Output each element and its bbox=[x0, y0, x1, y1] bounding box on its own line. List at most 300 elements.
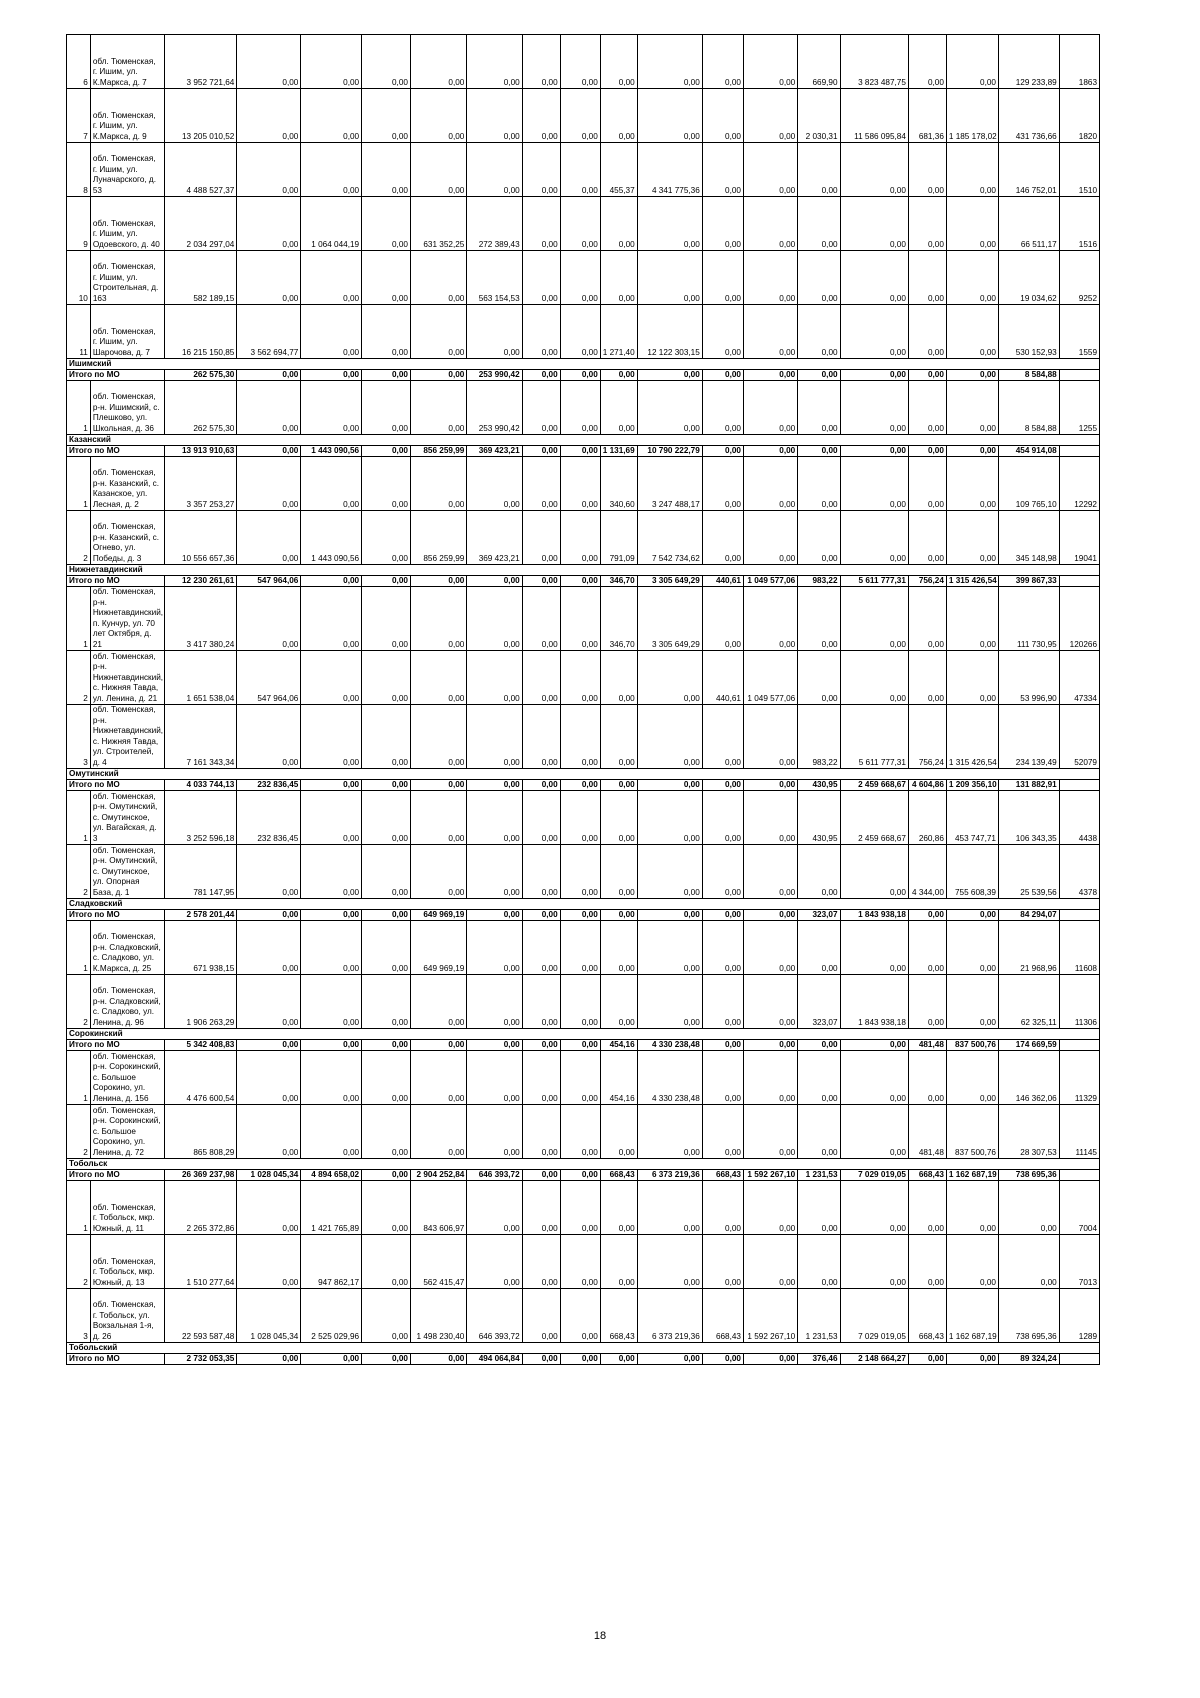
value-cell: 983,22 bbox=[798, 705, 840, 769]
value-cell: 0,00 bbox=[702, 705, 743, 769]
value-cell: 455,37 bbox=[600, 143, 637, 197]
value-cell: 21 968,96 bbox=[998, 921, 1059, 975]
value-cell: 62 325,11 bbox=[998, 975, 1059, 1029]
code-cell: 11145 bbox=[1059, 1105, 1099, 1159]
value-cell: 646 393,72 bbox=[467, 1289, 522, 1343]
total-label: Итого по МО bbox=[67, 1040, 165, 1051]
value-cell: 0,00 bbox=[522, 35, 560, 89]
value-cell: 1 231,53 bbox=[798, 1170, 840, 1181]
value-cell: 0,00 bbox=[743, 370, 797, 381]
code-cell: 1820 bbox=[1059, 89, 1099, 143]
value-cell: 0,00 bbox=[301, 143, 362, 197]
value-cell: 0,00 bbox=[600, 705, 637, 769]
value-cell: 0,00 bbox=[362, 1235, 411, 1289]
value-cell: 0,00 bbox=[840, 587, 908, 651]
value-cell: 0,00 bbox=[301, 845, 362, 899]
region-name: Тобольский bbox=[67, 1343, 1100, 1354]
value-cell: 0,00 bbox=[522, 511, 560, 565]
value-cell: 0,00 bbox=[560, 143, 600, 197]
value-cell: 0,00 bbox=[362, 35, 411, 89]
row-number: 7 bbox=[67, 89, 91, 143]
value-cell: 0,00 bbox=[237, 910, 301, 921]
value-cell: 6 373 219,36 bbox=[637, 1289, 702, 1343]
value-cell: 0,00 bbox=[743, 35, 797, 89]
value-cell: 0,00 bbox=[301, 587, 362, 651]
value-cell: 323,07 bbox=[798, 975, 840, 1029]
value-cell: 668,43 bbox=[908, 1170, 946, 1181]
value-cell: 0,00 bbox=[743, 1105, 797, 1159]
region-header-row bbox=[67, 1159, 1100, 1170]
value-cell: 6 373 219,36 bbox=[637, 1170, 702, 1181]
value-cell: 0,00 bbox=[908, 651, 946, 705]
value-cell: 0,00 bbox=[410, 305, 466, 359]
value-cell: 106 343,35 bbox=[998, 791, 1059, 845]
value-cell: 0,00 bbox=[467, 305, 522, 359]
value-cell: 7 029 019,05 bbox=[840, 1170, 908, 1181]
value-cell: 0,00 bbox=[702, 446, 743, 457]
value-cell: 0,00 bbox=[600, 791, 637, 845]
value-cell: 0,00 bbox=[840, 1040, 908, 1051]
value-cell: 0,00 bbox=[522, 1235, 560, 1289]
value-cell: 346,70 bbox=[600, 576, 637, 587]
value-cell: 649 969,19 bbox=[410, 910, 466, 921]
value-cell: 1 162 687,19 bbox=[946, 1289, 998, 1343]
value-cell: 0,00 bbox=[410, 845, 466, 899]
value-cell: 668,43 bbox=[702, 1289, 743, 1343]
value-cell: 0,00 bbox=[637, 791, 702, 845]
value-cell: 0,00 bbox=[840, 511, 908, 565]
total-row bbox=[67, 1170, 1100, 1181]
value-cell: 0,00 bbox=[301, 381, 362, 435]
value-cell: 0,00 bbox=[301, 370, 362, 381]
value-cell: 0,00 bbox=[301, 457, 362, 511]
table-row bbox=[67, 791, 1100, 845]
value-cell: 4 894 658,02 bbox=[301, 1170, 362, 1181]
value-cell: 0,00 bbox=[637, 1354, 702, 1365]
value-cell: 3 305 649,29 bbox=[637, 576, 702, 587]
value-cell: 0,00 bbox=[560, 845, 600, 899]
value-cell: 4 330 238,48 bbox=[637, 1051, 702, 1105]
value-cell: 0,00 bbox=[600, 1105, 637, 1159]
value-cell: 272 389,43 bbox=[467, 197, 522, 251]
value-cell: 0,00 bbox=[702, 975, 743, 1029]
code-cell bbox=[1059, 576, 1099, 587]
value-cell: 0,00 bbox=[522, 921, 560, 975]
value-cell: 681,36 bbox=[908, 89, 946, 143]
row-number: 2 bbox=[67, 845, 91, 899]
value-cell: 0,00 bbox=[362, 143, 411, 197]
address-cell: обл. Тюменская, р-н. Сладковский, с. Сладково, ул. Ленина, д. 96 bbox=[90, 975, 164, 1029]
row-number: 9 bbox=[67, 197, 91, 251]
value-cell: 0,00 bbox=[946, 305, 998, 359]
value-cell: 0,00 bbox=[467, 457, 522, 511]
table-row bbox=[67, 143, 1100, 197]
value-cell: 756,24 bbox=[908, 705, 946, 769]
value-cell: 646 393,72 bbox=[467, 1170, 522, 1181]
value-cell: 0,00 bbox=[522, 651, 560, 705]
value-cell: 0,00 bbox=[362, 910, 411, 921]
value-cell: 668,43 bbox=[702, 1170, 743, 1181]
value-cell: 0,00 bbox=[908, 1051, 946, 1105]
value-cell: 0,00 bbox=[702, 791, 743, 845]
value-cell: 0,00 bbox=[522, 89, 560, 143]
address-cell: обл. Тюменская, р-н. Нижнетавдинский, п. Кунчур, ул. 70 лет Октября, д. 21 bbox=[90, 587, 164, 651]
value-cell: 11 586 095,84 bbox=[840, 89, 908, 143]
value-cell: 53 996,90 bbox=[998, 651, 1059, 705]
value-cell: 1 592 267,10 bbox=[743, 1289, 797, 1343]
region-header-row bbox=[67, 1029, 1100, 1040]
value-cell: 0,00 bbox=[702, 1235, 743, 1289]
value-cell: 0,00 bbox=[362, 1105, 411, 1159]
value-cell: 0,00 bbox=[946, 370, 998, 381]
value-cell: 0,00 bbox=[522, 251, 560, 305]
value-cell: 0,00 bbox=[702, 457, 743, 511]
value-cell: 0,00 bbox=[237, 587, 301, 651]
value-cell: 3 305 649,29 bbox=[637, 587, 702, 651]
value-cell: 0,00 bbox=[998, 1181, 1059, 1235]
value-cell: 0,00 bbox=[600, 251, 637, 305]
value-cell: 1 651 538,04 bbox=[164, 651, 237, 705]
value-cell: 947 862,17 bbox=[301, 1235, 362, 1289]
row-number: 1 bbox=[67, 457, 91, 511]
value-cell: 0,00 bbox=[840, 143, 908, 197]
code-cell: 19041 bbox=[1059, 511, 1099, 565]
value-cell: 5 611 777,31 bbox=[840, 576, 908, 587]
address-cell: обл. Тюменская, р-н. Казанский, с. Огнево, ул. Победы, д. 3 bbox=[90, 511, 164, 565]
value-cell: 174 669,59 bbox=[998, 1040, 1059, 1051]
value-cell: 0,00 bbox=[798, 587, 840, 651]
value-cell: 0,00 bbox=[600, 1181, 637, 1235]
value-cell: 0,00 bbox=[560, 305, 600, 359]
value-cell: 3 952 721,64 bbox=[164, 35, 237, 89]
value-cell: 0,00 bbox=[237, 370, 301, 381]
value-cell: 0,00 bbox=[798, 1051, 840, 1105]
value-cell: 2 030,31 bbox=[798, 89, 840, 143]
value-cell: 0,00 bbox=[798, 370, 840, 381]
row-number: 10 bbox=[67, 251, 91, 305]
value-cell: 0,00 bbox=[743, 89, 797, 143]
value-cell: 13 913 910,63 bbox=[164, 446, 237, 457]
value-cell: 0,00 bbox=[560, 651, 600, 705]
value-cell: 0,00 bbox=[237, 921, 301, 975]
code-cell: 120266 bbox=[1059, 587, 1099, 651]
value-cell: 0,00 bbox=[522, 705, 560, 769]
row-number: 1 bbox=[67, 381, 91, 435]
value-cell: 0,00 bbox=[410, 370, 466, 381]
value-cell: 0,00 bbox=[560, 511, 600, 565]
value-cell: 0,00 bbox=[362, 1170, 411, 1181]
value-cell: 0,00 bbox=[560, 1354, 600, 1365]
value-cell: 0,00 bbox=[798, 511, 840, 565]
value-cell: 1 443 090,56 bbox=[301, 446, 362, 457]
code-cell: 1863 bbox=[1059, 35, 1099, 89]
value-cell: 0,00 bbox=[560, 1051, 600, 1105]
value-cell: 0,00 bbox=[362, 1051, 411, 1105]
value-cell: 0,00 bbox=[560, 1235, 600, 1289]
value-cell: 0,00 bbox=[237, 1354, 301, 1365]
value-cell: 2 578 201,44 bbox=[164, 910, 237, 921]
value-cell: 0,00 bbox=[702, 845, 743, 899]
value-cell: 0,00 bbox=[362, 780, 411, 791]
value-cell: 0,00 bbox=[301, 1051, 362, 1105]
value-cell: 0,00 bbox=[362, 197, 411, 251]
value-cell: 0,00 bbox=[743, 457, 797, 511]
value-cell: 453 747,71 bbox=[946, 791, 998, 845]
value-cell: 0,00 bbox=[362, 975, 411, 1029]
value-cell: 0,00 bbox=[522, 1289, 560, 1343]
value-cell: 0,00 bbox=[560, 576, 600, 587]
value-cell: 0,00 bbox=[637, 1181, 702, 1235]
value-cell: 0,00 bbox=[908, 197, 946, 251]
value-cell: 129 233,89 bbox=[998, 35, 1059, 89]
value-cell: 0,00 bbox=[522, 370, 560, 381]
table-row bbox=[67, 197, 1100, 251]
value-cell: 0,00 bbox=[467, 705, 522, 769]
address-cell: обл. Тюменская, г. Тобольск, мкр. Южный, д. 13 bbox=[90, 1235, 164, 1289]
region-name: Тобольск bbox=[67, 1159, 1100, 1170]
value-cell: 0,00 bbox=[467, 35, 522, 89]
value-cell: 0,00 bbox=[522, 446, 560, 457]
value-cell: 0,00 bbox=[522, 305, 560, 359]
value-cell: 0,00 bbox=[560, 1289, 600, 1343]
region-header-row bbox=[67, 899, 1100, 910]
value-cell: 0,00 bbox=[362, 651, 411, 705]
value-cell: 0,00 bbox=[600, 1235, 637, 1289]
value-cell: 0,00 bbox=[410, 587, 466, 651]
value-cell: 7 161 343,34 bbox=[164, 705, 237, 769]
value-cell: 340,60 bbox=[600, 457, 637, 511]
address-cell: обл. Тюменская, г. Ишим, ул. К.Маркса, д. 9 bbox=[90, 89, 164, 143]
value-cell: 1 185 178,02 bbox=[946, 89, 998, 143]
value-cell: 0,00 bbox=[743, 780, 797, 791]
value-cell: 0,00 bbox=[301, 791, 362, 845]
value-cell: 0,00 bbox=[560, 705, 600, 769]
value-cell: 0,00 bbox=[743, 1040, 797, 1051]
row-number: 2 bbox=[67, 975, 91, 1029]
value-cell: 0,00 bbox=[798, 651, 840, 705]
code-cell: 4378 bbox=[1059, 845, 1099, 899]
value-cell: 0,00 bbox=[467, 921, 522, 975]
value-cell: 0,00 bbox=[560, 921, 600, 975]
value-cell: 2 148 664,27 bbox=[840, 1354, 908, 1365]
value-cell: 1 131,69 bbox=[600, 446, 637, 457]
value-cell: 1 510 277,64 bbox=[164, 1235, 237, 1289]
value-cell: 0,00 bbox=[798, 197, 840, 251]
value-cell: 0,00 bbox=[600, 1354, 637, 1365]
code-cell: 1289 bbox=[1059, 1289, 1099, 1343]
value-cell: 0,00 bbox=[410, 780, 466, 791]
value-cell: 0,00 bbox=[702, 1181, 743, 1235]
value-cell: 1 049 577,06 bbox=[743, 576, 797, 587]
value-cell: 0,00 bbox=[743, 511, 797, 565]
value-cell: 22 593 587,48 bbox=[164, 1289, 237, 1343]
value-cell: 454,16 bbox=[600, 1040, 637, 1051]
code-cell: 11608 bbox=[1059, 921, 1099, 975]
value-cell: 323,07 bbox=[798, 910, 840, 921]
row-number: 1 bbox=[67, 1051, 91, 1105]
total-row bbox=[67, 910, 1100, 921]
value-cell: 0,00 bbox=[908, 975, 946, 1029]
region-name: Нижнетавдинский bbox=[67, 565, 1100, 576]
value-cell: 0,00 bbox=[410, 143, 466, 197]
value-cell: 0,00 bbox=[798, 1040, 840, 1051]
value-cell: 3 252 596,18 bbox=[164, 791, 237, 845]
value-cell: 0,00 bbox=[362, 576, 411, 587]
value-cell: 0,00 bbox=[467, 910, 522, 921]
value-cell: 649 969,19 bbox=[410, 921, 466, 975]
value-cell: 0,00 bbox=[362, 446, 411, 457]
code-cell: 11306 bbox=[1059, 975, 1099, 1029]
value-cell: 0,00 bbox=[798, 251, 840, 305]
value-cell: 0,00 bbox=[237, 1181, 301, 1235]
row-number: 2 bbox=[67, 651, 91, 705]
value-cell: 0,00 bbox=[522, 1354, 560, 1365]
value-cell: 0,00 bbox=[702, 197, 743, 251]
value-cell: 12 230 261,61 bbox=[164, 576, 237, 587]
value-cell: 0,00 bbox=[946, 197, 998, 251]
table-row bbox=[67, 1289, 1100, 1343]
value-cell: 0,00 bbox=[702, 780, 743, 791]
value-cell: 0,00 bbox=[237, 381, 301, 435]
value-cell: 0,00 bbox=[798, 1235, 840, 1289]
region-name: Казанский bbox=[67, 435, 1100, 446]
value-cell: 0,00 bbox=[600, 651, 637, 705]
value-cell: 0,00 bbox=[798, 845, 840, 899]
value-cell: 2 525 029,96 bbox=[301, 1289, 362, 1343]
value-cell: 1 843 938,18 bbox=[840, 910, 908, 921]
value-cell: 0,00 bbox=[362, 89, 411, 143]
address-cell: обл. Тюменская, г. Ишим, ул. Одоевского, д. 40 bbox=[90, 197, 164, 251]
value-cell: 1 421 765,89 bbox=[301, 1181, 362, 1235]
value-cell: 0,00 bbox=[702, 35, 743, 89]
value-cell: 0,00 bbox=[908, 457, 946, 511]
value-cell: 232 836,45 bbox=[237, 780, 301, 791]
value-cell: 0,00 bbox=[702, 143, 743, 197]
value-cell: 0,00 bbox=[522, 845, 560, 899]
table-row bbox=[67, 1105, 1100, 1159]
value-cell: 1 315 426,54 bbox=[946, 705, 998, 769]
address-cell: обл. Тюменская, р-н. Казанский, с. Казанское, ул. Лесная, д. 2 bbox=[90, 457, 164, 511]
value-cell: 0,00 bbox=[362, 381, 411, 435]
value-cell: 0,00 bbox=[702, 921, 743, 975]
value-cell: 454 914,08 bbox=[998, 446, 1059, 457]
value-cell: 0,00 bbox=[946, 1235, 998, 1289]
value-cell: 0,00 bbox=[301, 651, 362, 705]
value-cell: 0,00 bbox=[840, 305, 908, 359]
value-cell: 668,43 bbox=[600, 1170, 637, 1181]
value-cell: 0,00 bbox=[362, 1354, 411, 1365]
value-cell: 0,00 bbox=[743, 587, 797, 651]
value-cell: 1 443 090,56 bbox=[301, 511, 362, 565]
address-cell: обл. Тюменская, р-н. Сладковский, с. Сладково, ул. К.Маркса, д. 25 bbox=[90, 921, 164, 975]
value-cell: 1 592 267,10 bbox=[743, 1170, 797, 1181]
address-cell: обл. Тюменская, р-н. Нижнетавдинский, с. Нижняя Тавда, ул. Строителей, д. 4 bbox=[90, 705, 164, 769]
value-cell: 0,00 bbox=[637, 1105, 702, 1159]
code-cell bbox=[1059, 1040, 1099, 1051]
value-cell: 1 049 577,06 bbox=[743, 651, 797, 705]
region-header-row bbox=[67, 359, 1100, 370]
value-cell: 0,00 bbox=[946, 1354, 998, 1365]
total-row bbox=[67, 576, 1100, 587]
value-cell: 0,00 bbox=[522, 780, 560, 791]
value-cell: 3 417 380,24 bbox=[164, 587, 237, 651]
table-row bbox=[67, 381, 1100, 435]
value-cell: 0,00 bbox=[301, 1354, 362, 1365]
value-cell: 0,00 bbox=[743, 975, 797, 1029]
value-cell: 0,00 bbox=[522, 1105, 560, 1159]
value-cell: 0,00 bbox=[946, 975, 998, 1029]
value-cell: 983,22 bbox=[798, 576, 840, 587]
value-cell: 0,00 bbox=[637, 381, 702, 435]
value-cell: 19 034,62 bbox=[998, 251, 1059, 305]
address-cell: обл. Тюменская, р-н. Ишимский, с. Плешково, ул. Школьная, д. 36 bbox=[90, 381, 164, 435]
value-cell: 0,00 bbox=[743, 197, 797, 251]
value-cell: 0,00 bbox=[560, 1105, 600, 1159]
value-cell: 0,00 bbox=[301, 975, 362, 1029]
value-cell: 0,00 bbox=[637, 975, 702, 1029]
value-cell: 0,00 bbox=[362, 705, 411, 769]
value-cell: 0,00 bbox=[237, 251, 301, 305]
value-cell: 0,00 bbox=[467, 587, 522, 651]
value-cell: 0,00 bbox=[467, 1181, 522, 1235]
value-cell: 0,00 bbox=[362, 370, 411, 381]
value-cell: 0,00 bbox=[908, 370, 946, 381]
value-cell: 0,00 bbox=[467, 780, 522, 791]
value-cell: 0,00 bbox=[467, 1105, 522, 1159]
value-cell: 0,00 bbox=[908, 143, 946, 197]
value-cell: 0,00 bbox=[237, 89, 301, 143]
value-cell: 0,00 bbox=[467, 89, 522, 143]
address-cell: обл. Тюменская, р-н. Омутинский, с. Омутинское, ул. Опорная База, д. 1 bbox=[90, 845, 164, 899]
value-cell: 0,00 bbox=[946, 143, 998, 197]
value-cell: 0,00 bbox=[237, 1040, 301, 1051]
address-cell: обл. Тюменская, г. Ишим, ул. Строительная, д. 163 bbox=[90, 251, 164, 305]
value-cell: 0,00 bbox=[637, 1235, 702, 1289]
address-cell: обл. Тюменская, г. Ишим, ул. Луначарского, д. 53 bbox=[90, 143, 164, 197]
value-cell: 1 271,40 bbox=[600, 305, 637, 359]
value-cell: 26 369 237,98 bbox=[164, 1170, 237, 1181]
value-cell: 0,00 bbox=[301, 921, 362, 975]
region-header-row bbox=[67, 1343, 1100, 1354]
data-table bbox=[66, 34, 1100, 1365]
value-cell: 0,00 bbox=[410, 1051, 466, 1105]
value-cell: 0,00 bbox=[410, 1105, 466, 1159]
value-cell: 0,00 bbox=[410, 35, 466, 89]
value-cell: 0,00 bbox=[362, 1040, 411, 1051]
value-cell: 738 695,36 bbox=[998, 1170, 1059, 1181]
value-cell: 0,00 bbox=[467, 1040, 522, 1051]
value-cell: 4 033 744,13 bbox=[164, 780, 237, 791]
value-cell: 738 695,36 bbox=[998, 1289, 1059, 1343]
value-cell: 0,00 bbox=[840, 197, 908, 251]
value-cell: 0,00 bbox=[467, 845, 522, 899]
value-cell: 0,00 bbox=[362, 791, 411, 845]
value-cell: 0,00 bbox=[637, 780, 702, 791]
value-cell: 0,00 bbox=[301, 910, 362, 921]
value-cell: 856 259,99 bbox=[410, 446, 466, 457]
value-cell: 7 542 734,62 bbox=[637, 511, 702, 565]
value-cell: 0,00 bbox=[702, 1051, 743, 1105]
value-cell: 2 732 053,35 bbox=[164, 1354, 237, 1365]
code-cell bbox=[1059, 1354, 1099, 1365]
value-cell: 0,00 bbox=[798, 143, 840, 197]
value-cell: 0,00 bbox=[600, 35, 637, 89]
value-cell: 0,00 bbox=[908, 910, 946, 921]
value-cell: 0,00 bbox=[840, 446, 908, 457]
value-cell: 0,00 bbox=[946, 1051, 998, 1105]
value-cell: 0,00 bbox=[743, 381, 797, 435]
code-cell: 47334 bbox=[1059, 651, 1099, 705]
